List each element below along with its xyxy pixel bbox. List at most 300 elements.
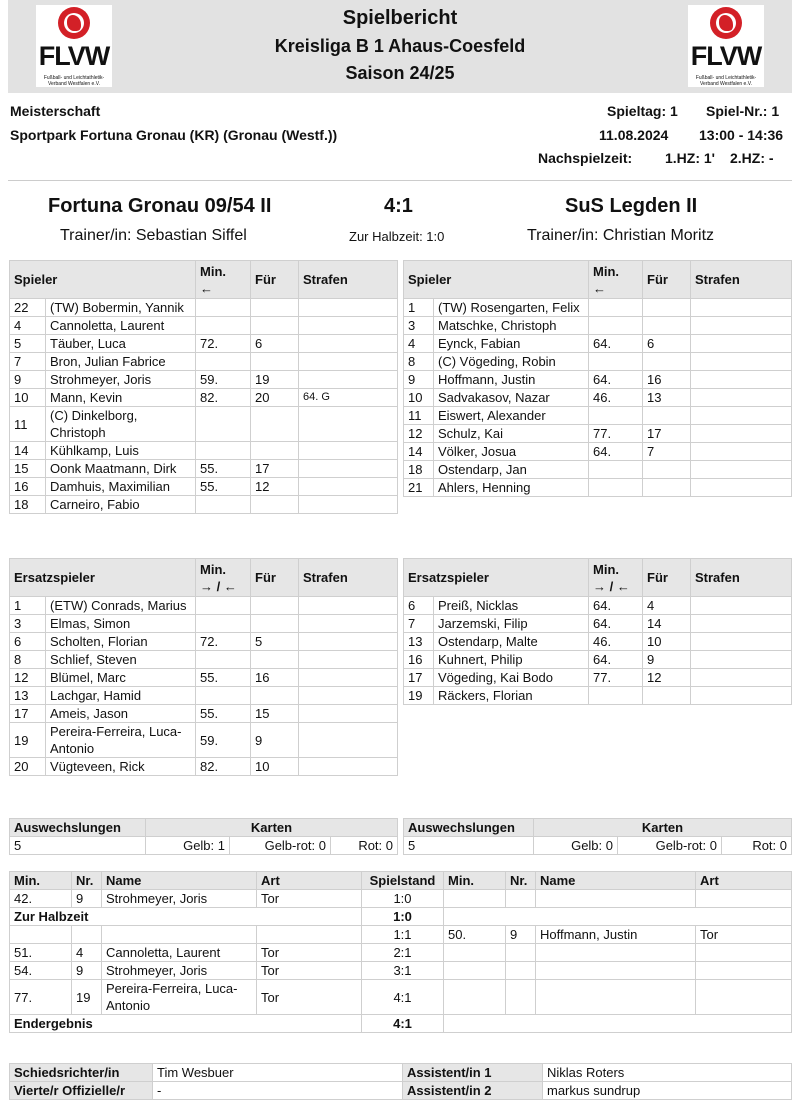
player-name: Ostendarp, Jan [434,461,589,479]
sub-for-number: 20 [251,389,299,407]
divider [8,180,792,181]
match-date: 11.08.2024 [599,127,669,143]
player-row [10,723,398,758]
col-min: Min. [444,872,506,890]
goal-score: 4:1 [362,1015,444,1033]
player-row [404,299,792,317]
sub-for-number [643,687,691,705]
penalty [299,705,398,723]
player-name: Räckers, Florian [434,687,589,705]
home-goal-art: Tor [257,962,362,980]
sub-minute: 46. [589,389,643,407]
logo-word: FLVW [690,41,762,71]
venue: Sportpark Fortuna Gronau (KR) (Gronau (Westf.)) [10,127,338,143]
col-art: Art [696,872,792,890]
logo-word: FLVW [38,41,110,71]
goal-score: 1:1 [362,926,444,944]
away-goal-min [444,980,506,1015]
player-row [10,496,398,514]
home-goal-art: Tor [257,980,362,1015]
penalty [299,478,398,496]
sub-minute: 72. [196,633,251,651]
sub-for-number: 17 [251,460,299,478]
player-number: 4 [404,335,434,353]
player-number: 16 [10,478,46,496]
sub-minute: 55. [196,460,251,478]
penalty [299,353,398,371]
player-name: Vögeding, Kai Bodo [434,669,589,687]
away-goal-art [696,890,792,908]
sub-for-number [251,651,299,669]
player-row [404,479,792,497]
player-name: Matschke, Christoph [434,317,589,335]
player-number: 7 [10,353,46,371]
col-nr: Nr. [506,872,536,890]
player-name: Bron, Julian Fabrice [46,353,196,371]
goal-score: 1:0 [362,908,444,926]
player-name: Preiß, Nicklas [434,597,589,615]
yellow-red-cards: Gelb-rot: 0 [230,837,331,855]
sub-minute [196,597,251,615]
player-name: Damhuis, Maximilian [46,478,196,496]
sub-for-number [251,317,299,335]
sub-minute: 59. [196,371,251,389]
goal-empty [444,1015,792,1033]
penalty [691,353,792,371]
sub-for-number [251,407,299,442]
sub-for-number [643,461,691,479]
sub-minute: 64. [589,335,643,353]
player-number: 7 [404,615,434,633]
away-goal-name [536,980,696,1015]
away-goal-name [536,962,696,980]
player-number: 6 [404,597,434,615]
col-min: Min. [10,872,72,890]
player-name: Täuber, Luca [46,335,196,353]
sub-minute [196,687,251,705]
player-row [404,371,792,389]
penalty [299,669,398,687]
competition: Meisterschaft [10,103,101,119]
penalty [299,496,398,514]
player-name: Lachgar, Hamid [46,687,196,705]
sub-for-number [643,299,691,317]
red-cards: Rot: 0 [722,837,792,855]
assistant2-label: Assistent/in 2 [403,1082,543,1100]
final-score: 4:1 [384,195,413,217]
player-row [10,705,398,723]
page-title: Spielbericht [342,7,458,29]
penalty [691,371,792,389]
player-name: Blümel, Marc [46,669,196,687]
penalty [691,615,792,633]
player-row [404,633,792,651]
player-row [404,597,792,615]
league-name: Kreisliga B 1 Ahaus-Coesfeld [274,36,526,56]
penalty [691,407,792,425]
sub-for-number: 12 [643,669,691,687]
penalty [299,460,398,478]
player-number: 11 [10,407,46,442]
assistant2-name: markus sundrup [543,1082,792,1100]
player-row [10,389,398,407]
auswechslungen-header: Auswechslungen [10,819,146,837]
col-min: Min. ← [196,261,251,299]
sub-minute [196,615,251,633]
penalty [691,651,792,669]
yellow-red-cards: Gelb-rot: 0 [618,837,722,855]
sub-minute: 46. [589,633,643,651]
player-name: Ameis, Jason [46,705,196,723]
away-team: SuS Legden II [565,195,698,217]
sub-minute [589,407,643,425]
player-name: Mann, Kevin [46,389,196,407]
sub-minute [589,353,643,371]
sub-minute [589,461,643,479]
sub-for-number: 4 [643,597,691,615]
player-number: 9 [404,371,434,389]
player-row [10,758,398,776]
player-number: 19 [10,723,46,758]
player-number: 18 [10,496,46,514]
player-number: 19 [404,687,434,705]
sub-minute [196,353,251,371]
fourth-official-name: - [153,1082,403,1100]
goal-score: 2:1 [362,944,444,962]
player-number: 22 [10,299,46,317]
player-name: Ostendarp, Malte [434,633,589,651]
away-lineup-table [403,260,792,497]
player-name: Scholten, Florian [46,633,196,651]
sub-for-number [643,479,691,497]
away-goal-min [444,962,506,980]
player-number: 11 [404,407,434,425]
col-strafen: Strafen [691,261,792,299]
away-goal-min [444,890,506,908]
player-name: Jarzemski, Filip [434,615,589,633]
col-ersatz: Ersatzspieler [10,559,196,597]
sub-for-number [643,353,691,371]
season: Saison 24/25 [345,63,455,83]
player-row [10,597,398,615]
player-name: Sadvakasov, Nazar [434,389,589,407]
sub-for-number: 5 [251,633,299,651]
player-number: 1 [404,299,434,317]
sub-for-number: 7 [643,443,691,461]
penalty [691,299,792,317]
col-fuer: Für [643,261,691,299]
home-goal-nr: 9 [72,890,102,908]
away-goal-min: 50. [444,926,506,944]
sub-for-number: 15 [251,705,299,723]
home-goal-nr: 4 [72,944,102,962]
player-name: Kuhnert, Philip [434,651,589,669]
player-name: Hoffmann, Justin [434,371,589,389]
sub-for-number: 14 [643,615,691,633]
player-number: 9 [10,371,46,389]
col-nr: Nr. [72,872,102,890]
home-team: Fortuna Gronau 09/54 II [48,195,272,217]
player-row [10,615,398,633]
col-strafen: Strafen [299,261,398,299]
home-trainer: Trainer/in: Sebastian Siffel [60,227,247,244]
sub-minute: 55. [196,705,251,723]
away-goal-min [444,944,506,962]
home-goal-min: 42. [10,890,72,908]
player-row [10,651,398,669]
player-row [10,317,398,335]
goal-row [10,890,792,908]
penalty [299,758,398,776]
player-row [10,299,398,317]
sub-minute [589,317,643,335]
karten-header: Karten [534,819,792,837]
goal-phase-label: Zur Halbzeit [10,908,362,926]
sub-minute [196,651,251,669]
col-fuer: Für [643,559,691,597]
home-goal-name [102,926,257,944]
sub-for-number: 9 [251,723,299,758]
officials-table [9,1063,792,1100]
yellow-cards: Gelb: 0 [534,837,618,855]
player-row [404,443,792,461]
extra-time-h2: 2.HZ: - [730,150,774,166]
penalty [691,687,792,705]
away-goal-art [696,944,792,962]
col-fuer: Für [251,559,299,597]
sub-minute: 64. [589,597,643,615]
player-name: (TW) Bobermin, Yannik [46,299,196,317]
penalty [299,335,398,353]
assistant1-name: Niklas Roters [543,1064,792,1082]
sub-for-number: 6 [251,335,299,353]
sub-for-number [643,407,691,425]
away-goal-art [696,962,792,980]
home-subs-table [9,558,398,776]
match-time: 13:00 - 14:36 [699,127,784,143]
subs-count: 5 [10,837,146,855]
player-row [404,407,792,425]
sub-minute: 64. [589,651,643,669]
sub-minute: 82. [196,389,251,407]
player-number: 8 [10,651,46,669]
goal-score: 1:0 [362,890,444,908]
player-name: Vügteveen, Rick [46,758,196,776]
player-number: 17 [10,705,46,723]
sub-minute [196,317,251,335]
match-number: Spiel-Nr.: 1 [706,103,780,119]
player-name: (TW) Rosengarten, Felix [434,299,589,317]
penalty [691,335,792,353]
away-subs-table [403,558,792,705]
penalty [691,597,792,615]
penalty [299,633,398,651]
player-row [10,353,398,371]
sub-for-number: 16 [643,371,691,389]
sub-minute: 77. [589,425,643,443]
home-goal-name: Cannoletta, Laurent [102,944,257,962]
penalty [299,371,398,389]
player-name: Schlief, Steven [46,651,196,669]
player-number: 18 [404,461,434,479]
player-row [404,615,792,633]
penalty [299,687,398,705]
sub-minute: 55. [196,669,251,687]
player-row [404,651,792,669]
sub-for-number: 16 [251,669,299,687]
halftime-score: Zur Halbzeit: 1:0 [349,229,445,244]
sub-for-number: 13 [643,389,691,407]
player-row [10,669,398,687]
col-name: Name [536,872,696,890]
penalty [691,669,792,687]
player-name: Cannoletta, Laurent [46,317,196,335]
goal-row [10,980,792,1015]
player-row [404,425,792,443]
player-row [404,389,792,407]
player-name: (C) Vögeding, Robin [434,353,589,371]
home-goal-min: 54. [10,962,72,980]
home-goal-min [10,926,72,944]
player-row [10,407,398,442]
player-name: Völker, Josua [434,443,589,461]
col-spieler: Spieler [404,261,589,299]
player-number: 13 [404,633,434,651]
penalty [299,299,398,317]
sub-for-number [251,615,299,633]
player-row [10,633,398,651]
home-goal-name: Pereira-Ferreira, Luca-Antonio [102,980,257,1015]
sub-for-number: 6 [643,335,691,353]
goal-row [10,926,792,944]
sub-for-number: 17 [643,425,691,443]
col-spielstand: Spielstand [362,872,444,890]
sub-for-number: 19 [251,371,299,389]
player-number: 12 [10,669,46,687]
home-goal-name: Strohmeyer, Joris [102,962,257,980]
col-strafen: Strafen [691,559,792,597]
player-number: 3 [10,615,46,633]
assistant1-label: Assistent/in 1 [403,1064,543,1082]
home-summary-table [9,818,398,855]
home-goal-name: Strohmeyer, Joris [102,890,257,908]
player-number: 4 [10,317,46,335]
sub-for-number: 10 [251,758,299,776]
home-goal-min: 77. [10,980,72,1015]
player-number: 14 [10,442,46,460]
player-row [10,687,398,705]
col-art: Art [257,872,362,890]
fourth-official-label: Vierte/r Offizielle/r [10,1082,153,1100]
red-cards: Rot: 0 [331,837,398,855]
sub-minute: 64. [589,615,643,633]
penalty [691,443,792,461]
sub-minute [589,687,643,705]
away-goal-nr [506,944,536,962]
yellow-cards: Gelb: 1 [146,837,230,855]
penalty [691,461,792,479]
player-number: 5 [10,335,46,353]
col-min: Min. → / ← [196,559,251,597]
sub-for-number: 12 [251,478,299,496]
away-goal-art: Tor [696,926,792,944]
player-number: 8 [404,353,434,371]
goal-score: 4:1 [362,980,444,1015]
penalty [299,317,398,335]
logo-subtext: Fußball- und Leichtathletik-Verband Westfalen e.V. [43,75,105,87]
goal-phase-label: Endergebnis [10,1015,362,1033]
penalty [299,651,398,669]
sub-minute: 55. [196,478,251,496]
goal-score: 3:1 [362,962,444,980]
player-row [404,353,792,371]
sub-for-number [251,597,299,615]
penalty [299,615,398,633]
col-ersatz: Ersatzspieler [404,559,589,597]
penalty [691,633,792,651]
sub-minute [196,407,251,442]
karten-header: Karten [146,819,398,837]
sub-minute: 72. [196,335,251,353]
sub-for-number [251,496,299,514]
player-number: 13 [10,687,46,705]
penalty [299,442,398,460]
goal-row [10,908,792,926]
goal-empty [444,908,792,926]
sub-for-number [251,442,299,460]
player-number: 6 [10,633,46,651]
player-number: 15 [10,460,46,478]
matchday: Spieltag: 1 [607,103,678,119]
sub-minute [196,442,251,460]
home-goal-nr [72,926,102,944]
player-name: Ahlers, Henning [434,479,589,497]
auswechslungen-header: Auswechslungen [404,819,534,837]
sub-for-number [251,353,299,371]
sub-for-number: 9 [643,651,691,669]
player-number: 12 [404,425,434,443]
player-row [10,335,398,353]
away-goal-nr [506,962,536,980]
col-fuer: Für [251,261,299,299]
sub-minute: 59. [196,723,251,758]
col-min: Min. ← [589,261,643,299]
penalty: 64. G [299,389,398,407]
player-name: Pereira-Ferreira, Luca-Antonio [46,723,196,758]
player-name: Elmas, Simon [46,615,196,633]
home-goal-art: Tor [257,890,362,908]
goal-row [10,944,792,962]
penalty [691,317,792,335]
player-name: Eynck, Fabian [434,335,589,353]
player-number: 10 [10,389,46,407]
player-name: (ETW) Conrads, Marius [46,597,196,615]
player-name: Carneiro, Fabio [46,496,196,514]
penalty [299,407,398,442]
sub-minute [196,496,251,514]
player-name: Kühlkamp, Luis [46,442,196,460]
player-name: Strohmeyer, Joris [46,371,196,389]
sub-minute: 64. [589,371,643,389]
col-min: Min. → / ← [589,559,643,597]
player-number: 14 [404,443,434,461]
sub-for-number [251,687,299,705]
away-goal-nr: 9 [506,926,536,944]
player-row [10,478,398,496]
player-number: 20 [10,758,46,776]
home-goal-art [257,926,362,944]
player-number: 17 [404,669,434,687]
